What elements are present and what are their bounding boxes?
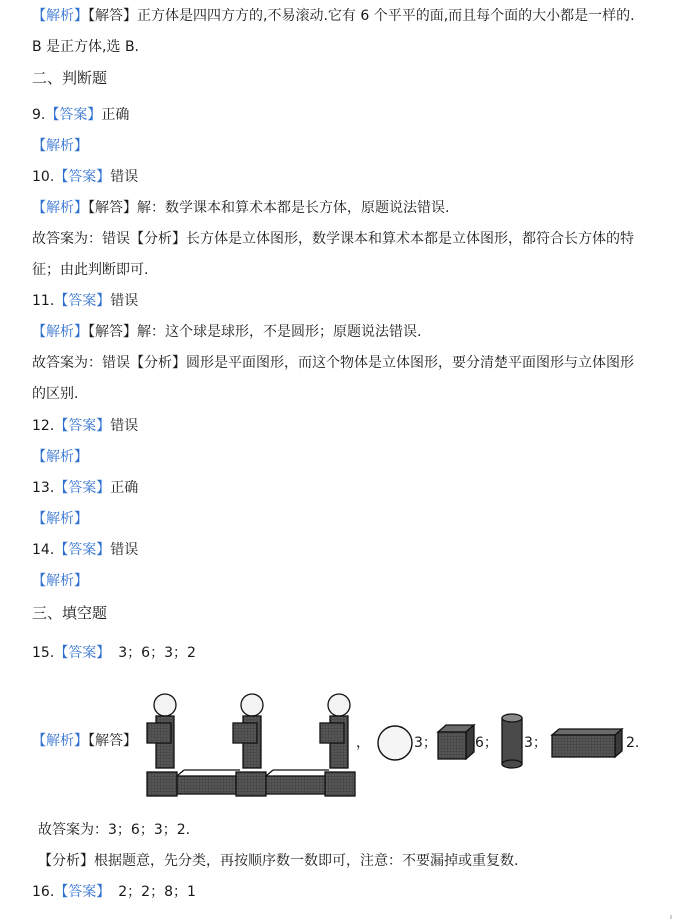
solution-text: 正方体是四四方方的,不易滚动.它有 6 个平平的面,而且每个面的大小都是一样的.	[137, 8, 635, 24]
answer-text: B 是正方体,选 B.	[32, 39, 140, 55]
question-number: 10.	[32, 169, 55, 185]
conclusion-text: 故答案为：错误	[32, 355, 130, 371]
analysis-tag: 【解析】	[32, 511, 88, 527]
answer-tag: 【答案】	[54, 169, 111, 185]
figure-comma: ，	[356, 735, 370, 751]
cuboid-icon	[550, 727, 626, 759]
q15-fenxi-line	[38, 851, 518, 871]
answer-tag: 【答案】	[45, 107, 102, 123]
cube-count: 6；	[475, 735, 498, 751]
fenxi-tag: 【分析】	[38, 853, 94, 869]
question-number: 15.	[32, 645, 55, 661]
analysis-tag: 【解析】	[32, 8, 88, 24]
q15-conclusion: 故答案为：3；6；3；2.	[38, 822, 191, 838]
q15-answer-line	[32, 643, 196, 663]
conclusion-text: 故答案为：错误	[32, 231, 130, 247]
q12-analysis-line	[32, 447, 88, 467]
answer-tag: 【答案】	[54, 293, 111, 309]
answer-tag: 【答案】	[54, 418, 111, 434]
analysis-tag: 【解析】	[32, 200, 88, 216]
q9-analysis-line	[32, 136, 88, 156]
q14-answer-line	[32, 540, 138, 560]
q13-answer-line	[32, 478, 138, 498]
q14-analysis-line	[32, 571, 88, 591]
answer-value: 3；6；3；2	[118, 645, 196, 661]
q15-analysis-label	[32, 731, 137, 751]
answer-tag: 【答案】	[54, 480, 111, 496]
q10-analysis-line	[32, 198, 449, 218]
section-title-fill-blank: 三、填空题	[32, 604, 108, 622]
q11-analysis-line	[32, 322, 421, 342]
question-number: 12.	[32, 418, 55, 434]
q16-answer-line	[32, 882, 196, 902]
solution-tag: 【解答】	[88, 200, 137, 216]
question-number: 9.	[32, 107, 46, 123]
q13-analysis-line	[32, 509, 88, 529]
answer-value: 错误	[110, 542, 139, 558]
solution-tag: 【解答】	[88, 324, 137, 340]
cuboid-count: 2.	[626, 735, 640, 751]
q9-answer-line	[32, 105, 129, 125]
fenxi-tag: 【分析】	[130, 231, 186, 247]
q12-answer-line	[32, 416, 138, 436]
q8-answer-line	[32, 37, 139, 57]
question-number: 13.	[32, 480, 55, 496]
analysis-tag: 【解析】	[32, 573, 88, 589]
answer-tag: 【答案】	[54, 645, 111, 661]
solution-tag: 【解答】	[88, 8, 137, 24]
solution-text: 解：这个球是球形，不是圆形；原题说法错误.	[137, 324, 422, 340]
analysis-tag: 【解析】	[32, 733, 88, 749]
question-number: 16.	[32, 884, 55, 900]
fenxi-text: 根据题意，先分类，再按顺序数一数即可，注意：不要漏掉或重复数.	[94, 853, 519, 869]
answer-value: 正确	[110, 480, 139, 496]
q10-answer-line	[32, 167, 138, 187]
analysis-tag: 【解析】	[32, 138, 88, 154]
q11-conclusion-line	[32, 353, 634, 373]
q10-fenxi-continuation: 征；由此判断即可.	[32, 262, 149, 278]
analysis-tag: 【解析】	[32, 449, 88, 465]
answer-value: 正确	[101, 107, 130, 123]
answer-value: 错误	[110, 293, 139, 309]
question-number: 14.	[32, 542, 55, 558]
section-title-judgement: 二、判断题	[32, 69, 108, 87]
block-structure-figure	[140, 690, 366, 802]
sphere-icon	[375, 723, 415, 763]
fenxi-text: 长方体是立体图形，数学课本和算术本都是立体图形，都符合长方体的特	[186, 231, 634, 247]
q11-fenxi-continuation: 的区别.	[32, 386, 79, 402]
q8-analysis-line	[32, 6, 635, 26]
analysis-tag: 【解析】	[32, 324, 88, 340]
solution-text: 解：数学课本和算术本都是长方体，原题说法错误.	[137, 200, 450, 216]
answer-value: 错误	[110, 169, 139, 185]
answer-tag: 【答案】	[54, 542, 111, 558]
page-marker	[670, 915, 672, 919]
answer-value: 2；2；8；1	[118, 884, 196, 900]
q10-conclusion-line	[32, 229, 634, 249]
answer-tag: 【答案】	[54, 884, 111, 900]
cube-icon	[436, 722, 476, 762]
solution-tag: 【解答】	[88, 733, 137, 749]
answer-value: 错误	[110, 418, 139, 434]
fenxi-tag: 【分析】	[130, 355, 186, 371]
sphere-count: 3；	[414, 735, 437, 751]
q11-answer-line	[32, 291, 138, 311]
cylinder-count: 3；	[524, 735, 547, 751]
question-number: 11.	[32, 293, 55, 309]
fenxi-text: 圆形是平面图形，而这个物体是立体图形，要分清楚平面图形与立体图形	[186, 355, 634, 371]
